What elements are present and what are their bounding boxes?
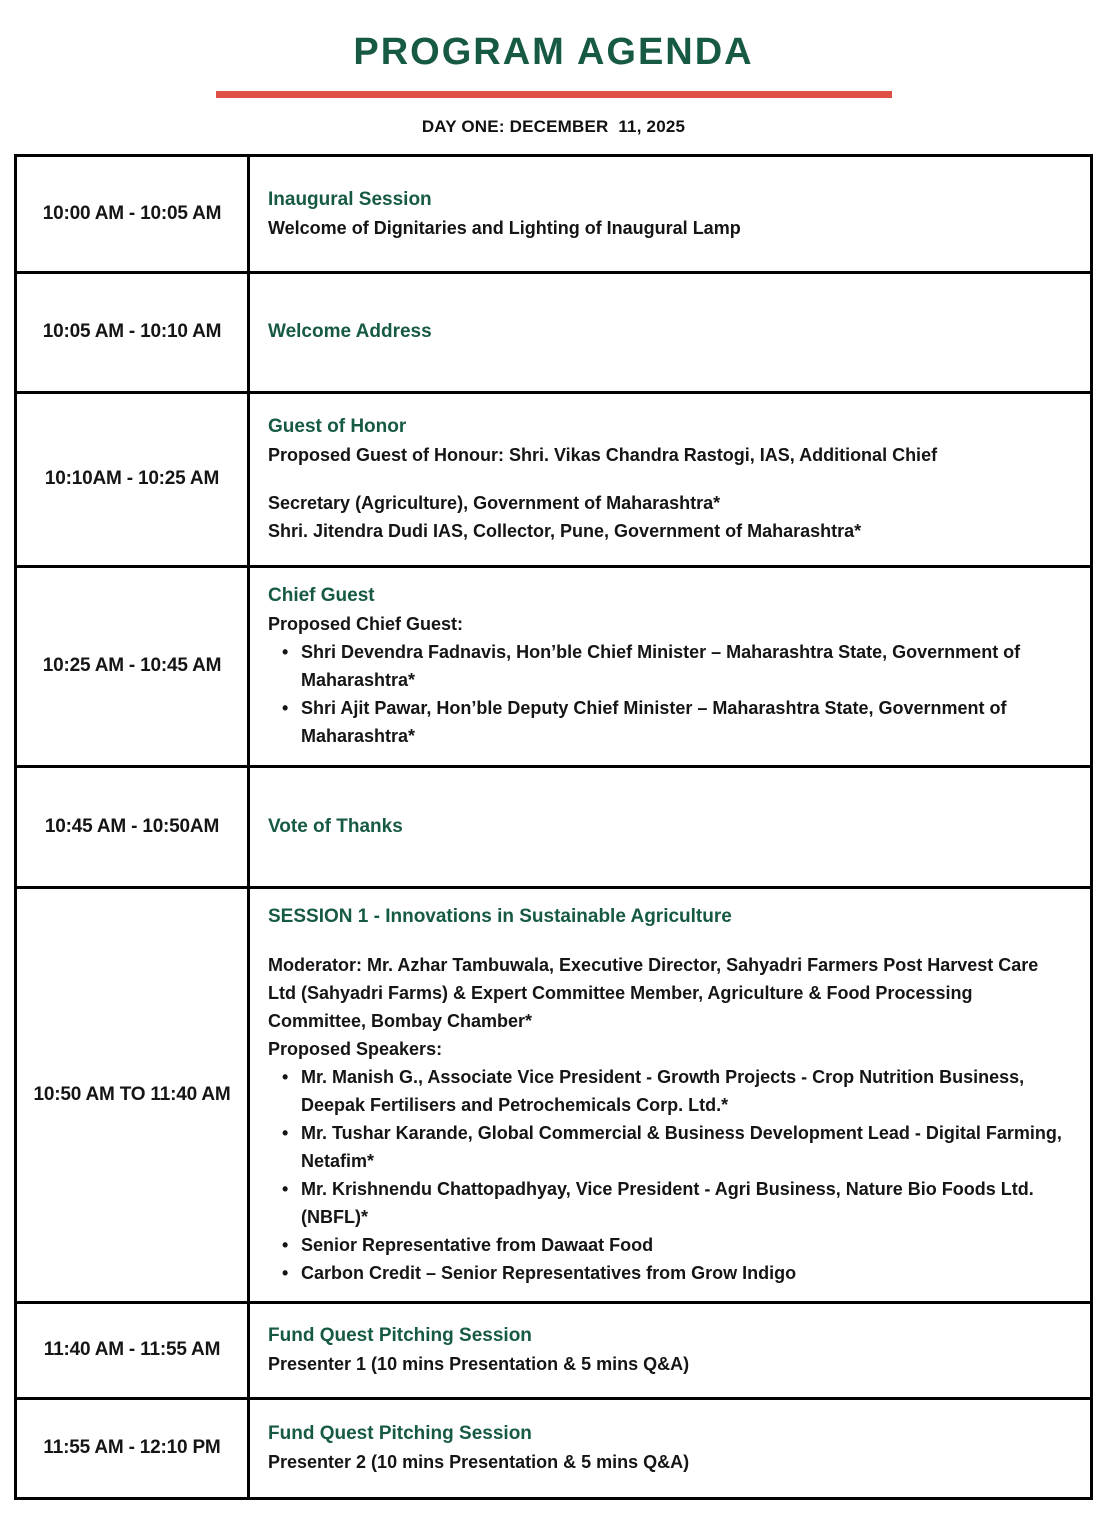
red-divider [216, 91, 892, 98]
session-heading: Fund Quest Pitching Session [268, 1423, 532, 1445]
blank-line [268, 931, 1062, 951]
session-details [249, 272, 1092, 392]
speaker-item: • Mr. Manish G., Associate Vice President - Growth Projects - Crop Nutrition Business, Deepak Fertilisers and Petrochemicals Corp. Ltd.* [282, 1063, 1062, 1119]
speaker-item: • Senior Representative from Dawaat Food [282, 1231, 1062, 1259]
agenda-row [16, 1398, 1092, 1498]
session-heading: Guest of Honor [268, 416, 407, 438]
session-heading: Welcome Address [268, 321, 432, 343]
time-slot: 10:50 AM TO 11:40 AM [16, 887, 249, 1302]
speaker-item: • Shri Devendra Fadnavis, Hon’ble Chief Minister – Maharashtra State, Government of Maharashtra* [282, 638, 1062, 694]
session-paragraph: Proposed Guest of Honour: Shri. Vikas Chandra Rastogi, IAS, Additional Chief [268, 445, 938, 466]
session-details [249, 1398, 1092, 1498]
speaker-list [282, 638, 1062, 750]
session-details [249, 887, 1092, 1302]
session-paragraph: Moderator: Mr. Azhar Tambuwala, Executive Director, Sahyadri Farmers Post Harvest Care Ltd (Sahyadri Farms) & Expert Committee Member, Agriculture & Food Processing Committee, Bombay Chamber* [268, 954, 1039, 1031]
session-heading: Inaugural Session [268, 188, 432, 210]
time-slot: 10:05 AM - 10:10 AM [16, 272, 249, 392]
session-details [249, 566, 1092, 766]
time-slot: 11:40 AM - 11:55 AM [16, 1302, 249, 1398]
time-slot: 10:10AM - 10:25 AM [16, 392, 249, 566]
session-heading: SESSION 1 - Innovations in Sustainable Agriculture [268, 905, 732, 927]
session-heading: Vote of Thanks [268, 815, 403, 837]
session-paragraph: Presenter 2 (10 mins Presentation & 5 mins Q&A) [268, 1452, 690, 1473]
agenda-row [16, 392, 1092, 566]
agenda-row [16, 566, 1092, 766]
session-details [249, 1302, 1092, 1398]
time-slot: 10:00 AM - 10:05 AM [16, 155, 249, 272]
speaker-item: • Shri Ajit Pawar, Hon’ble Deputy Chief Minister – Maharashtra State, Government of Maharashtra* [282, 694, 1062, 750]
session-heading: Fund Quest Pitching Session [268, 1325, 532, 1347]
agenda-table [14, 154, 1093, 1500]
time-slot: 10:25 AM - 10:45 AM [16, 566, 249, 766]
day-subtitle: DAY ONE: DECEMBER 11, 2025 [421, 116, 686, 136]
agenda-row [16, 766, 1092, 887]
agenda-table-body [16, 155, 1092, 1498]
session-paragraph: Shri. Jitendra Dudi IAS, Collector, Pune, Government of Maharashtra* [268, 521, 862, 542]
agenda-row [16, 887, 1092, 1302]
speaker-item: • Carbon Credit – Senior Representatives from Grow Indigo [282, 1259, 1062, 1287]
session-heading: Chief Guest [268, 585, 375, 607]
session-details [249, 155, 1092, 272]
session-details [249, 392, 1092, 566]
session-details [249, 766, 1092, 887]
agenda-row [16, 1302, 1092, 1398]
speaker-list [282, 1063, 1062, 1287]
agenda-row [16, 272, 1092, 392]
session-paragraph: Proposed Chief Guest: [268, 614, 464, 635]
time-slot: 11:55 AM - 12:10 PM [16, 1398, 249, 1498]
speaker-item: • Mr. Tushar Karande, Global Commercial & Business Development Lead - Digital Farming, Netafim* [282, 1119, 1062, 1175]
page-header [0, 32, 1107, 137]
blank-line [268, 469, 1062, 489]
session-paragraph: Welcome of Dignitaries and Lighting of Inaugural Lamp [268, 217, 741, 238]
session-paragraph: Secretary (Agriculture), Government of Maharashtra* [268, 493, 721, 514]
session-paragraph: Proposed Speakers: [268, 1038, 443, 1059]
speaker-item: • Mr. Krishnendu Chattopadhyay, Vice President - Agri Business, Nature Bio Foods Ltd. (NBFL)* [282, 1175, 1062, 1231]
agenda-row [16, 155, 1092, 272]
session-paragraph: Presenter 1 (10 mins Presentation & 5 mins Q&A) [268, 1354, 690, 1375]
page-title: PROGRAM AGENDA [353, 31, 754, 73]
time-slot: 10:45 AM - 10:50AM [16, 766, 249, 887]
